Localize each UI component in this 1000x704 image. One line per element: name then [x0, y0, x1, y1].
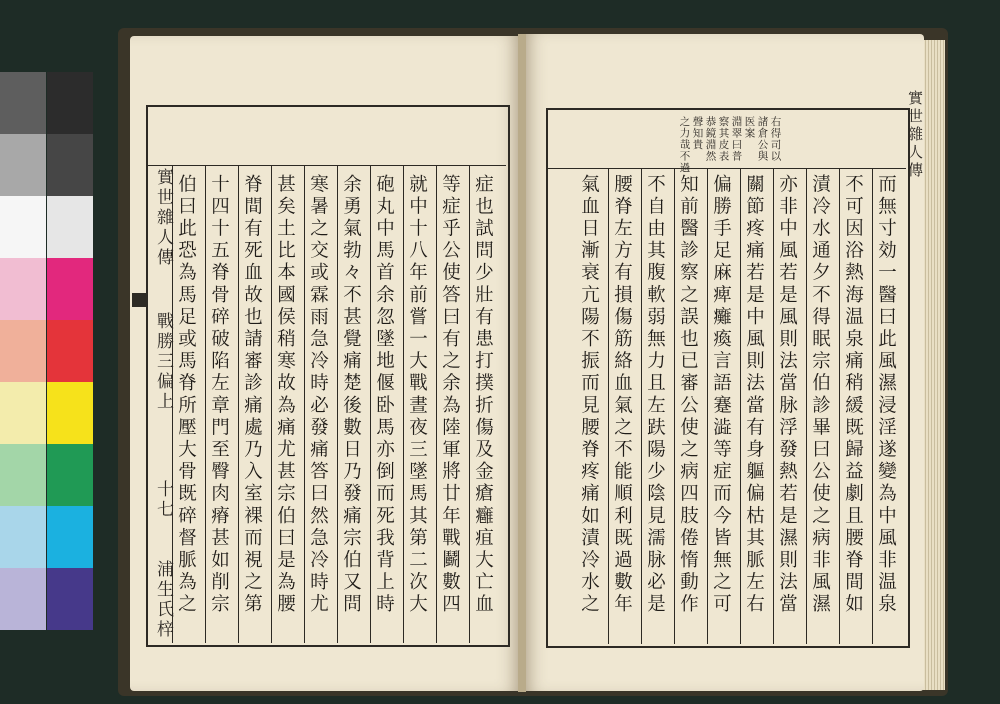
folio-mark [132, 293, 146, 307]
text-column: 就中十八年前嘗一大戰晝夜三墜馬其第二次大 [406, 174, 428, 616]
text-column: 不可因浴熱海温泉痛稍緩既歸益劇且腰脊間如 [842, 174, 864, 616]
column-rule [839, 168, 840, 644]
text-column: 知前醫診察之誤也已審公使之病四肢倦惰動作 [677, 174, 699, 616]
header-note: 之力哉不過 [678, 116, 691, 174]
column-rule [238, 165, 239, 643]
column-rule [806, 168, 807, 644]
header-note: 淵翠曰普 [730, 116, 743, 162]
color-swatch-left [0, 568, 46, 630]
text-column: 氣血日漸衰亢陽不振而見腰脊疼痛如漬冷水之 [578, 174, 600, 616]
column-rule [337, 165, 338, 643]
column-rule [641, 168, 642, 644]
column-rule [707, 168, 708, 644]
column-rule [773, 168, 774, 644]
header-note: 右得司以 [769, 116, 782, 162]
column-rule [370, 165, 371, 643]
color-swatch-right [47, 382, 93, 444]
text-column: 十四十五脊骨碎破陷左章門至臀肉瘠甚如削宗 [208, 174, 230, 616]
color-swatch-left [0, 258, 46, 320]
column-rule [403, 165, 404, 643]
color-swatch-right [47, 568, 93, 630]
text-column: 而無寸効一醫曰此風濕浸淫遂變為中風非温泉 [875, 174, 897, 616]
text-column: 不自由其腹軟弱無力且左趺陽少陰見濡脉必是 [644, 174, 666, 616]
text-column: 脊間有死血故也請審診痛處乃入室裸而視之第 [241, 174, 263, 616]
color-swatch-right [47, 506, 93, 568]
text-column: 伯曰此恐為馬足或馬脊所壓大骨既碎督脈為之 [175, 174, 197, 616]
color-swatch-left [0, 196, 46, 258]
color-swatch-right [47, 258, 93, 320]
left-header-box [148, 107, 506, 166]
right-edge-title: 實世雜人傳 [906, 90, 924, 180]
header-note: 聲知貴 [691, 116, 704, 151]
text-column: 漬冷水通夕不得眠宗伯診畢曰公使之病非風濕 [809, 174, 831, 616]
color-swatch-right [47, 320, 93, 382]
color-swatch-left [0, 320, 46, 382]
color-swatch-right [47, 196, 93, 258]
book-gutter [518, 34, 526, 692]
color-swatch-right [47, 134, 93, 196]
left-section-label: 戰勝三偏上 [153, 312, 173, 412]
color-swatch-left [0, 444, 46, 506]
text-column: 砲丸中馬首余忽墜地偃卧馬亦倒而死我背上時 [373, 174, 395, 616]
column-rule [205, 165, 206, 643]
header-note: 恭鏡淵然 [704, 116, 717, 162]
column-rule [469, 165, 470, 643]
color-swatch-left [0, 506, 46, 568]
color-swatch-right [47, 444, 93, 506]
text-column: 甚矣土比本國侯稍寒故為痛尤甚宗伯曰是為腰 [274, 174, 296, 616]
column-rule [872, 168, 873, 644]
column-rule [271, 165, 272, 643]
column-rule [740, 168, 741, 644]
text-column: 症也試問少壯有患打撲折傷及金瘡癰疽大亡血 [472, 174, 494, 616]
text-column: 亦非中風若是風則法當脉浮發熱若是濕則法當 [776, 174, 798, 616]
text-column: 關節疼痛若是中風則法當有身軀偏枯其脈左右 [743, 174, 765, 616]
header-note: 諸倉公與 [756, 116, 769, 162]
left-side-title: 實世雜人傳 [153, 168, 173, 268]
column-rule [674, 168, 675, 644]
text-column: 腰脊左方有損傷筋絡血氣之不能順利既過數年 [611, 174, 633, 616]
text-column: 寒暑之交或霖雨急冷時必發痛答曰然急冷時尤 [307, 174, 329, 616]
column-rule [304, 165, 305, 643]
left-publisher: 浦生氏梓 [153, 560, 173, 640]
text-column: 偏勝手足麻痺癱瘓言語蹇澁等症而今皆無之可 [710, 174, 732, 616]
color-swatch-left [0, 72, 46, 134]
left-folio-number: 十七 [153, 480, 173, 520]
column-rule [608, 168, 609, 644]
color-calibration-chart [0, 72, 93, 632]
text-column: 余勇氣勃々不甚覺痛楚後數日乃發痛宗伯又問 [340, 174, 362, 616]
color-swatch-right [47, 72, 93, 134]
column-rule [436, 165, 437, 643]
header-note: 察其皮表 [717, 116, 730, 162]
header-note: 医案 [743, 116, 756, 139]
text-column: 等症乎公使答曰有之余為陸軍將廿年戰鬬數四 [439, 174, 461, 616]
color-swatch-left [0, 382, 46, 444]
color-swatch-left [0, 134, 46, 196]
